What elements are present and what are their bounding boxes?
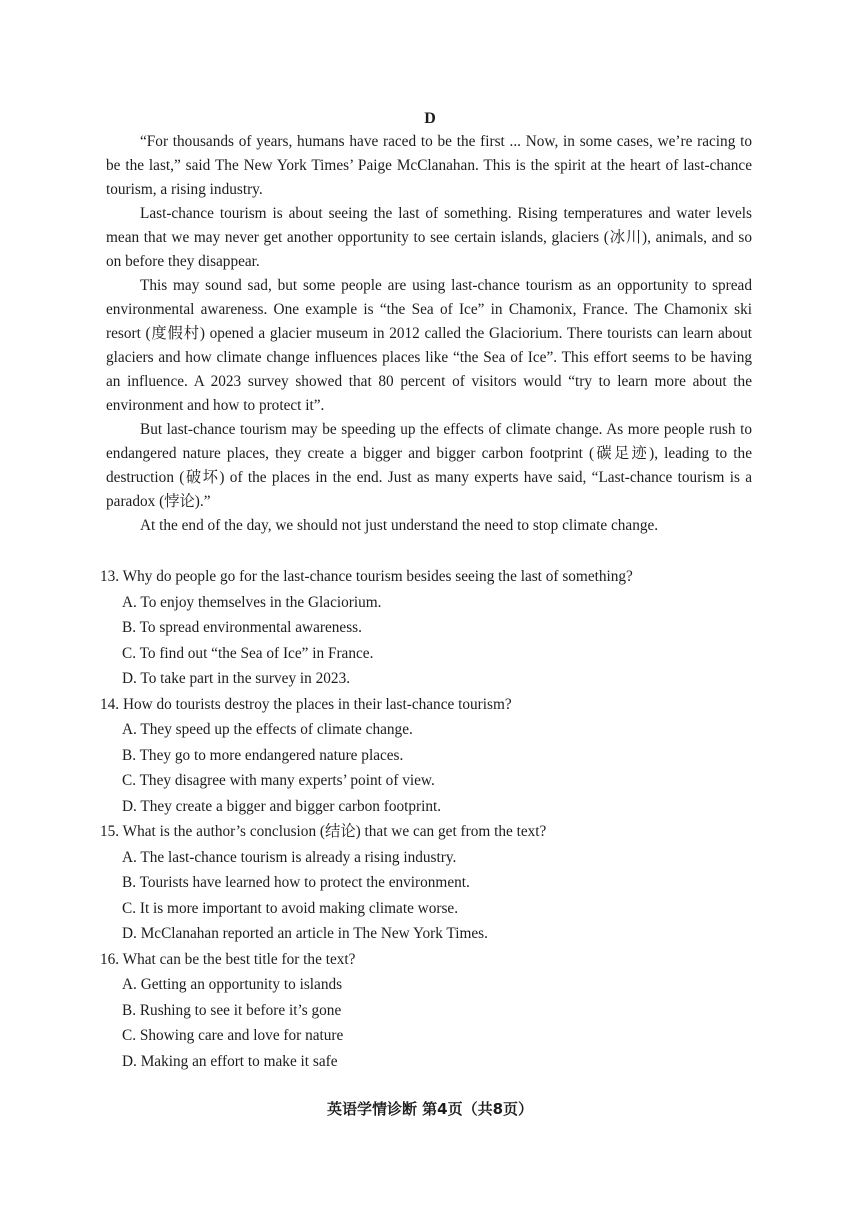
option-b: B. They go to more endangered nature places. (122, 746, 404, 764)
option-d: D. McClanahan reported an article in The New York Times. (122, 925, 488, 942)
page-footer: 英语学情诊断 第4页（共8页） (326, 1100, 534, 1118)
passage-paragraph: “For thousands of years, humans have raced to be the first ... Now, in some cases, we’re racing to be the last,” said The New York Times’ Paige McClanahan. This is the spirit at the heart of last-chance tourism, a rising industry. (106, 133, 752, 198)
reading-passage (106, 130, 752, 538)
option-c: C. To find out “the Sea of Ice” in France. (122, 644, 374, 662)
section-letter: D (424, 110, 436, 127)
option-d: D. To take part in the survey in 2023. (122, 670, 351, 687)
question-13 (100, 564, 760, 692)
question-stem: 15. What is the author’s conclusion (结论) that we can get from the text? (100, 823, 547, 840)
question-15 (100, 819, 760, 947)
passage-paragraph: But last-chance tourism may be speeding up the effects of climate change. As more people rush to endangered nature places, they create a bigger and bigger carbon footprint (碳足迹), leading to the destruction (破坏) of the places in the end. Just as many experts have said, “Last-chance tourism is a paradox (悖论).” (106, 421, 752, 510)
passage-paragraph: At the end of the day, we should not just understand the need to stop climate change. (140, 517, 659, 534)
question-stem: 13. Why do people go for the last-chance tourism besides seeing the last of something? (100, 568, 633, 585)
question-list (100, 564, 760, 1074)
option-b: B. Rushing to see it before it’s gone (122, 1001, 342, 1019)
option-d: D. They create a bigger and bigger carbon footprint. (122, 797, 442, 815)
passage-paragraph: This may sound sad, but some people are using last-chance tourism as an opportunity to spread environmental awareness. One example is “the Sea of Ice” in Chamonix, France. The Chamonix ski resort (度假村) opened a glacier museum in 2012 called the Glaciorium. There tourists can learn about glaciers and how climate change influences places like “the Sea of Ice”. This effort seems to be having an influence. A 2023 survey showed that 80 percent of visitors would “try to learn more about the environment and how to protect it”. (106, 277, 752, 414)
option-a: A. To enjoy themselves in the Glaciorium. (122, 593, 382, 611)
question-stem: 16. What can be the best title for the text? (100, 950, 356, 968)
option-c: C. Showing care and love for nature (122, 1027, 344, 1044)
option-c: C. It is more important to avoid making climate worse. (122, 899, 459, 917)
question-14 (100, 692, 760, 820)
option-b: B. To spread environmental awareness. (122, 619, 362, 636)
option-a: A. They speed up the effects of climate change. (122, 721, 413, 738)
option-c: C. They disagree with many experts’ point of view. (122, 772, 435, 789)
question-16 (100, 947, 760, 1075)
option-a: A. Getting an opportunity to islands (122, 976, 343, 993)
option-b: B. Tourists have learned how to protect the environment. (122, 874, 470, 891)
option-d: D. Making an effort to make it safe (122, 1052, 338, 1070)
passage-paragraph: Last-chance tourism is about seeing the last of something. Rising temperatures and water levels mean that we may never get another opportunity to see certain islands, glaciers (冰川), animals, and so on before they disappear. (106, 205, 752, 270)
question-stem: 14. How do tourists destroy the places in their last-chance tourism? (100, 695, 512, 713)
option-a: A. The last-chance tourism is already a rising industry. (122, 848, 457, 866)
